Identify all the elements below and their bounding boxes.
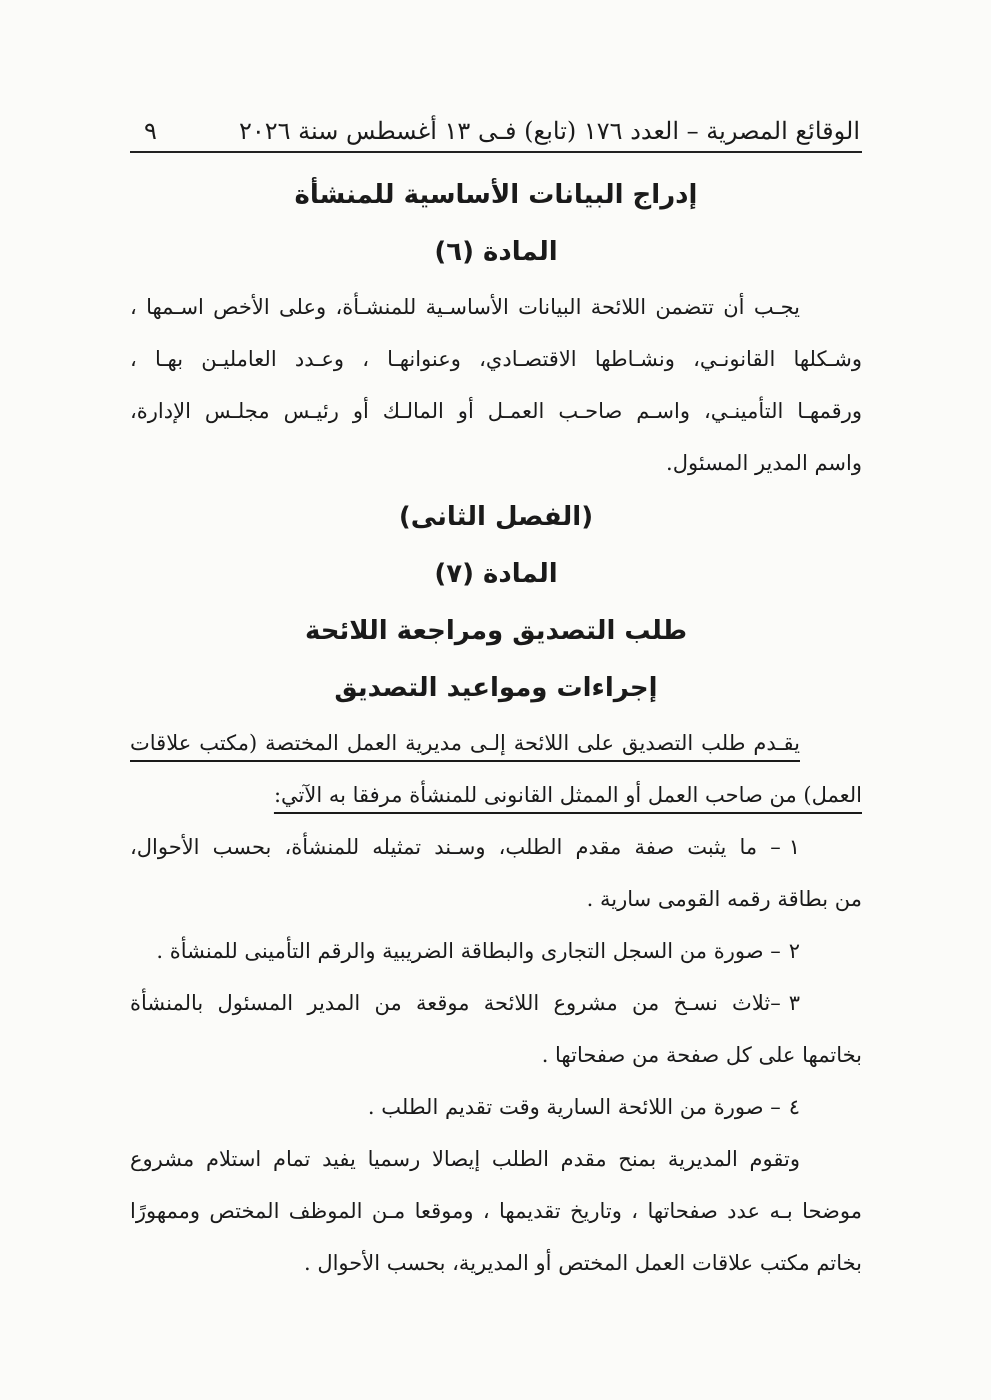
closing-line-1: وتقوم المديرية بمنح مقدم الطلب إيصالا رسميا يفيد تمام استلام مشروع xyxy=(130,1147,800,1171)
page-number: ٩ xyxy=(144,117,157,145)
list-item-3-line-1 xyxy=(130,977,862,1029)
list-item-1-line-1 xyxy=(130,821,862,873)
list-item-3-text: –ثلاث نسـخ من مشروع اللائحة موقعة من المدير المسئول بالمنشأة xyxy=(130,991,781,1015)
list-item-1-number: ١ xyxy=(788,835,800,859)
chapter-heading: (الفصل الثانى) xyxy=(398,502,594,532)
page-header xyxy=(130,105,862,153)
list-item-1-text: – ما يثبت صفة مقدم الطلب، وسـند تمثيله للمنشأة، بحسب الأحوال، xyxy=(130,835,781,859)
list-item-2 xyxy=(130,925,862,977)
list-item-4-number: ٤ xyxy=(788,1095,800,1119)
list-item-2-text: – صورة من السجل التجارى والبطاقة الضريبية والرقم التأمينى للمنشأة . xyxy=(156,939,781,963)
article-7-subtitle: إجراءات ومواعيد التصديق xyxy=(334,673,658,703)
article-7-heading: المادة (٧) xyxy=(434,559,558,589)
article-7-title: طلب التصديق ومراجعة اللائحة xyxy=(304,616,688,646)
closing-line-2: موضحا بـه عدد صفحاتها ، وتاريخ تقديمها ، وموقعا مـن الموظف المختص وممهورًا xyxy=(130,1199,862,1223)
header-title: الوقائع المصرية – العدد ١٧٦ (تابع) فـى ١٣ أغسطس سنة ٢٠٢٦ xyxy=(238,117,860,145)
article-7-intro xyxy=(130,717,862,821)
document-page xyxy=(130,105,862,1289)
section-heading: إدراج البيانات الأساسية للمنشأة xyxy=(294,180,698,210)
intro-line-1-text: يقـدم طلب التصديق على اللائحة إلـى مديرية العمل المختصة (مكتب علاقات xyxy=(130,731,800,755)
list-item-1-line-2: من بطاقة رقمه القومى سارية . xyxy=(586,887,862,911)
intro-line-2 xyxy=(130,769,862,821)
closing-line-3: بخاتم مكتب علاقات العمل المختص أو المديرية، بحسب الأحوال . xyxy=(303,1251,862,1275)
article-6-heading: المادة (٦) xyxy=(434,237,558,267)
list-item-4-text: – صورة من اللائحة السارية وقت تقديم الطلب . xyxy=(367,1095,781,1119)
article-6-line-3: ورقمهـا التأمينـي، واسـم صاحـب العمـل أو المالـك أو رئيـس مجلـس الإدارة، xyxy=(130,399,862,423)
list-item-3-line-2: بخاتمها على كل صفحة من صفحاتها . xyxy=(541,1043,862,1067)
intro-line-2-text: العمل) من صاحب العمل أو الممثل القانونى للمنشأة مرفقا به الآتي: xyxy=(273,783,862,807)
list-item-3-number: ٣ xyxy=(788,991,800,1015)
requirements-list xyxy=(130,821,862,1133)
list-item-2-number: ٢ xyxy=(788,939,800,963)
intro-line-1 xyxy=(130,717,862,769)
closing-paragraph xyxy=(130,1133,862,1289)
list-item-4 xyxy=(130,1081,862,1133)
article-6-line-4: واسم المدير المسئول. xyxy=(666,451,862,475)
article-6-line-1: يجـب أن تتضمن اللائحة البيانات الأساسـية للمنشـأة، وعلى الأخص اسـمها ، xyxy=(130,295,800,319)
article-6-line-2: وشـكلها القانونـي، ونشـاطها الاقتصـادي، وعنوانهـا ، وعـدد العامليـن بهـا ، xyxy=(130,347,862,371)
article-6-body xyxy=(130,281,862,489)
